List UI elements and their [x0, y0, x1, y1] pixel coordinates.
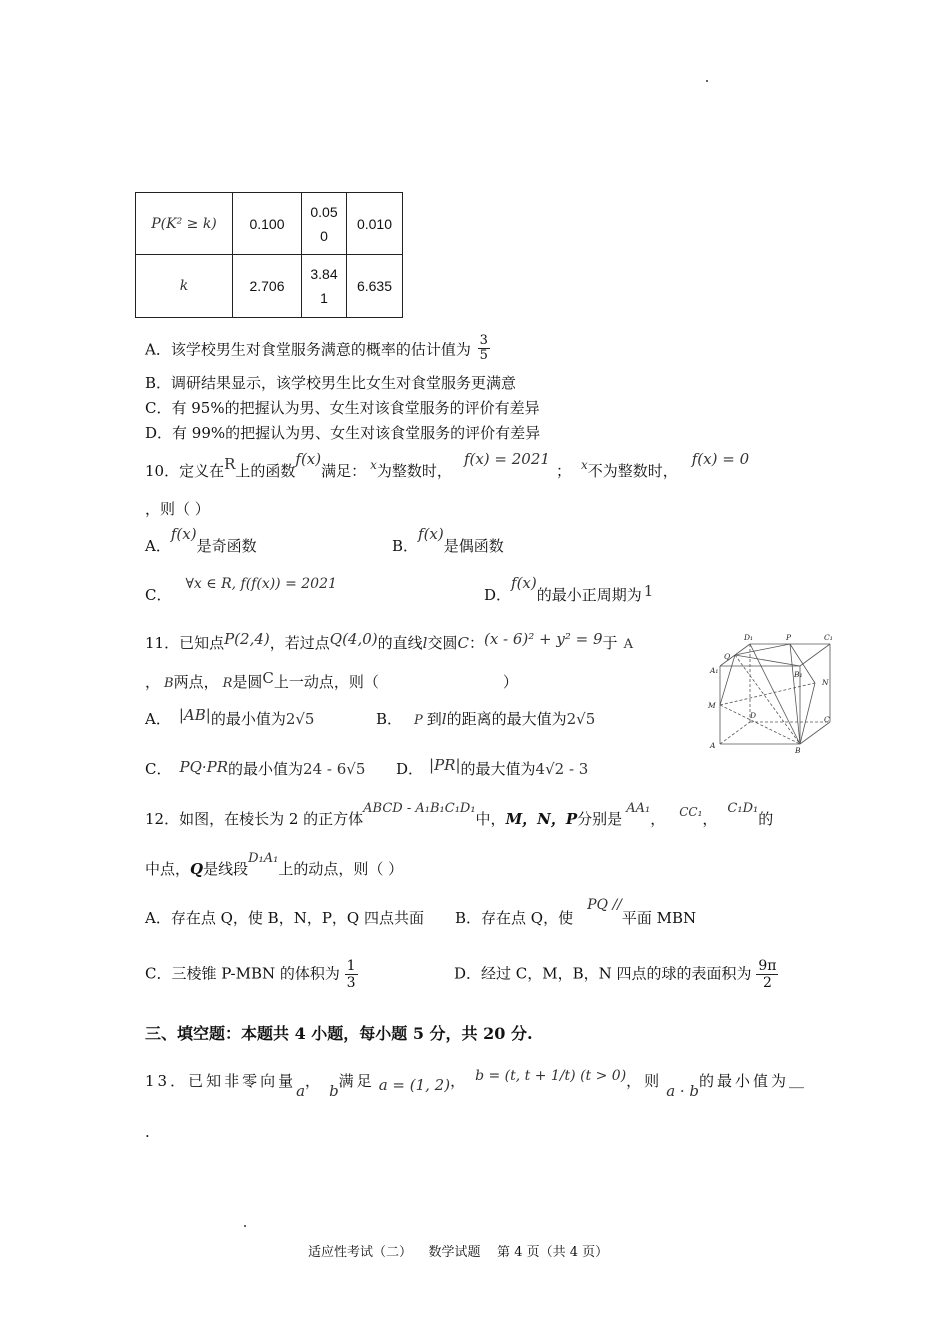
table-cell: 0.05 0 [302, 193, 347, 255]
q10-stem-end: ，则（ ） [145, 500, 210, 518]
q12-stem: 12．如图，在棱长为 2 的正方体ABCD - A₁B₁C₁D₁中，M，N，P分别是AA₁， $^{CC_1}$，C₁D₁的 [145, 801, 774, 828]
q12-stem-2: 中点，Q是线段D₁A₁上的动点，则（ ） [145, 851, 404, 878]
label-b1: B₁ [794, 670, 803, 679]
q12-option-a: A．存在点 Q，使 B，N，P，Q 四点共面 [145, 909, 424, 927]
q12-option-b: B．存在点 Q，使PQ //平面 MBN [455, 897, 697, 927]
label-n: N [822, 678, 829, 687]
q10-option-c: C．∀x ∈ R, f(f(x)) = 2021 [145, 576, 337, 604]
table-cell: k [136, 255, 233, 318]
q13-end: . [145, 1123, 150, 1141]
label-b: B [795, 746, 801, 755]
q13-stem: 13．已知非零向量a，b满足 a = (1, 2)， b = (t, t + 1/t) (t > 0)，则a · b的最小值为＿ [145, 1068, 808, 1100]
q11-option-b: B． P 到l的距离的最大值为2√5 [376, 710, 596, 728]
q11-stem-2: ， B两点， R是圆C上一动点，则（ ） [145, 669, 518, 691]
q10-stem: 10．定义在R上的函数f(x)满足： $^x$为整数时，f(x) = 2021； $^x$不为整数时，f(x) = 0 [145, 450, 750, 480]
scan-dot [244, 1225, 246, 1227]
q11-stem: 11．已知点P(2,4)，若过点Q(4,0)的直线l交圆C：(x - 6)² + y² = 9于 A [145, 630, 633, 652]
table-cell: 6.635 [347, 255, 403, 318]
label-a1: A₁ [710, 666, 719, 675]
table-cell: 3.84 1 [302, 255, 347, 318]
cube-figure [700, 630, 840, 755]
q11-option-c: C． PQ·PR的最小值为24 - 6√5 [145, 758, 366, 778]
q10-option-a: A．f(x)是奇函数 [145, 525, 257, 555]
k-square-table [135, 192, 403, 318]
label-c1: C₁ [824, 633, 833, 642]
table-cell: 2.706 [233, 255, 302, 318]
q12-option-c: C．三棱锥 P-MBN 的体积为 $\frac{1}{3}$ [145, 958, 356, 991]
table-cell: 0.010 [347, 193, 403, 255]
table-cell: P(K² ≥ k) [136, 193, 233, 255]
q9-option-c: C．有 95%的把握认为男、女生对该食堂服务的评价有差异 [145, 399, 540, 417]
q10-option-b: B．f(x)是偶函数 [392, 525, 504, 555]
page-footer: 适应性考试（二） 数学试题 第 4 页（共 4 页） [308, 1245, 609, 1260]
q9-option-b: B．调研结果显示，该学校男生比女生对食堂服务更满意 [145, 374, 517, 392]
label-a: A [710, 741, 716, 750]
scan-dot [706, 80, 708, 82]
q9-option-d: D．有 99%的把握认为男、女生对该食堂服务的评价有差异 [145, 424, 541, 442]
q11-option-a: A． |AB|的最小值为2√5 [145, 706, 315, 728]
label-c: C [824, 715, 830, 724]
label-q: Q [724, 652, 731, 661]
q11-option-d: D． |PR|的最大值为4√2 - 3 [396, 756, 589, 778]
q10-option-d: D．f(x)的最小正周期为 1 [484, 574, 654, 604]
q9-option-a: A．该学校男生对食堂服务满意的概率的估计值为 $\frac{3}{5}$ [145, 333, 488, 363]
section-3-heading: 三、填空题：本题共 4 小题，每小题 5 分，共 20 分. [145, 1024, 533, 1043]
q12-option-d: D．经过 C，M，B，N 四点的球的表面积为 $\frac{9\pi}{2}$ [454, 958, 777, 991]
label-d: D [750, 711, 757, 720]
label-p: P [786, 633, 792, 642]
label-m: M [708, 701, 716, 710]
table-row [136, 255, 403, 318]
table-cell: 0.100 [233, 193, 302, 255]
label-d1: D₁ [744, 633, 754, 642]
table-row [136, 193, 403, 255]
